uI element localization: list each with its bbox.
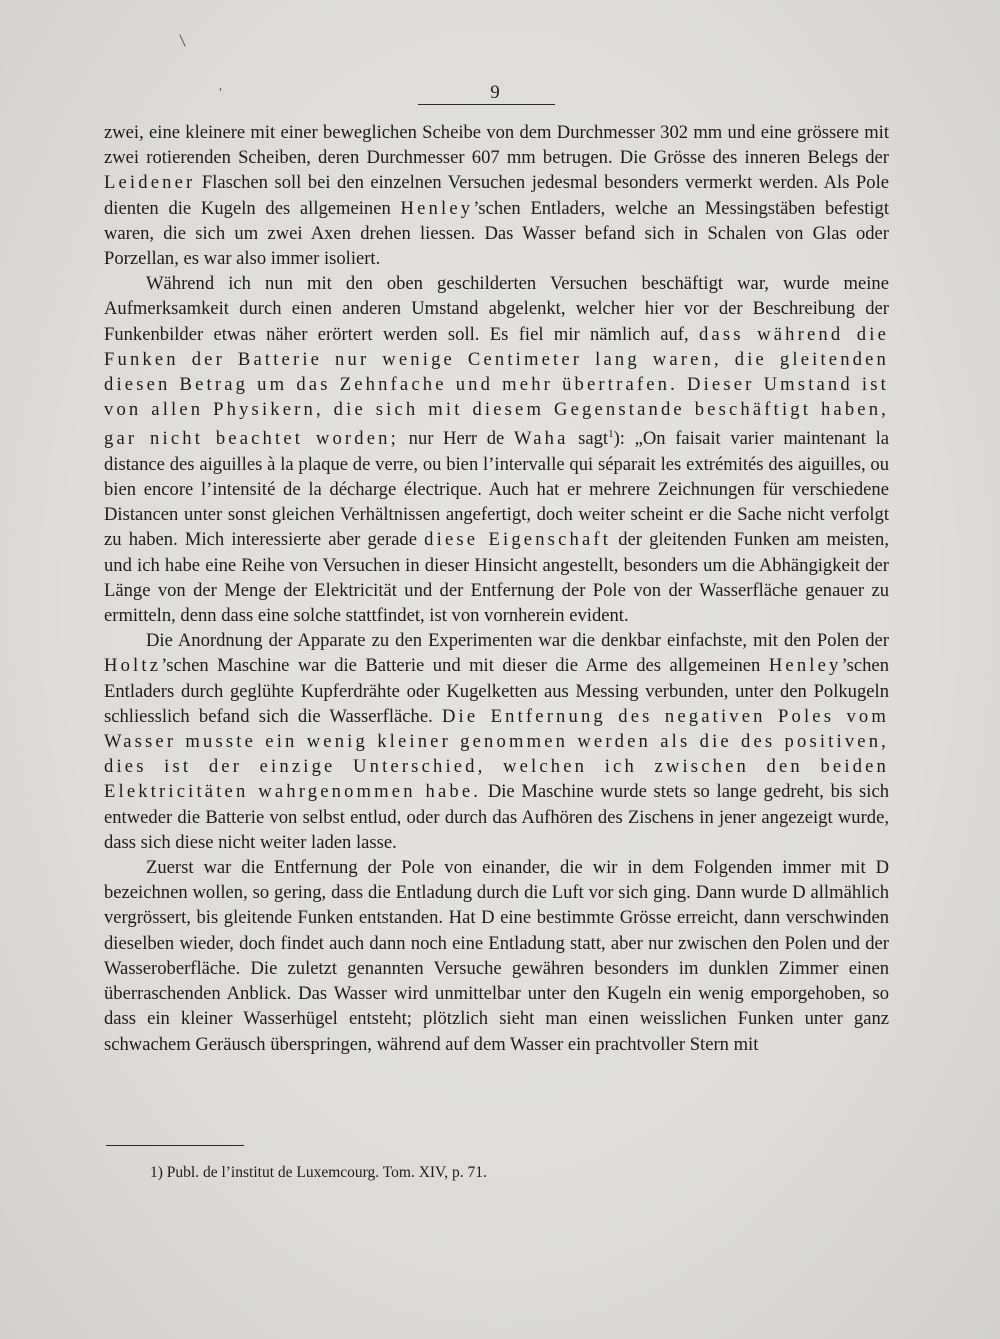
spaced-emphasis: Die Entfernung des negativen Poles vom Wasser musste ein wenig kleiner genommen werden als die des positiven, dies ist der einzige Unterschied, welchen ich zwischen den beiden Elektricitäten wahrgenommen habe.	[104, 705, 889, 803]
text-run: Während ich nun mit den oben geschilderten Versuchen beschäftigt war, wurde meine Aufmerksamkeit durch einen anderen Umstand abgelenkt, welcher hier vor der Beschreibung der Funkenbilder etwas näher erörtert werden soll. Es fiel mir nämlich auf,	[104, 273, 889, 345]
footnote: 1) Publ. de l’institut de Luxemcourg. Tom. XIV, p. 71.	[150, 1164, 487, 1181]
page-number: 9	[490, 82, 500, 103]
text-run: Die Anordnung der Apparate zu den Experimenten war die denkbar einfachste, mit den Polen der	[146, 630, 889, 652]
footnote-ref: 1	[608, 428, 614, 441]
body-text	[104, 120, 889, 1057]
header-rule	[418, 104, 555, 105]
text-run: Flaschen soll bei den einzelnen Versuchen jedesmal besonders vermerkt werden. Als Pole dienten die Kugeln des allgemeinen	[104, 172, 889, 219]
text-run: ): „On faisait varier maintenant la distance des aiguilles à la plaque de verre, ou bien l’intervalle qui séparait les extrémités des aiguilles, ou bien encore l’intensité de la décharge électrique. Auch hat er mehrere Zeichnungen für verschiedene Distancen unter sonst gleichen Verhältnissen angefertigt, doch weiter scheint er die Sache nicht verfolgt zu haben. Mich interessierte aber gerade	[104, 428, 889, 551]
paragraph	[104, 855, 889, 1057]
text-run: zwei, eine kleinere mit einer beweglichen Scheibe von dem Durchmesser 302 mm und eine grössere mit zwei rotierenden Scheiben, deren Durchmesser 607 mm betrugen. Die Grösse des inneren Belegs der	[104, 122, 889, 169]
spaced-emphasis: diese Eigenschaft	[424, 529, 612, 551]
spaced-emphasis: Henley	[768, 655, 842, 677]
scan-speck	[179, 34, 186, 46]
footnote-rule	[106, 1145, 244, 1146]
spaced-emphasis: Waha	[513, 428, 569, 450]
text-run: Die Maschine wurde stets so lange gedreht, bis sich entweder die Batterie von selbst entlud, oder durch das Aufhören des Zischens in jener angezeigt wurde, dass sich diese nicht weiter laden lasse.	[104, 781, 890, 853]
text-run: sagt	[568, 428, 609, 450]
text-run: der gleitenden Funken am meisten, und ich habe eine Reihe von Versuchen in dieser Hinsicht angestellt, besonders um die Abhängigkeit der Länge von der Menge der Elektricität und der Entfernung der Pole von der Wasserfläche genauer zu ermitteln, denn dass eine solche stattfindet, ist von vornherein evident.	[104, 529, 889, 627]
text-run: nur Herr de	[398, 428, 514, 450]
spaced-emphasis: Leidener	[104, 172, 196, 194]
text-run: ’schen Entladers, welche an Messingstäben befestigt waren, die sich um zwei Axen drehen liessen. Das Wasser befand sich in Schalen von Glas oder Porzellan, es war also immer isoliert.	[104, 197, 889, 270]
paragraph	[104, 628, 889, 855]
spaced-emphasis: dass während die Funken der Batterie nur wenige Centimeter lang waren, die gleitenden diesen Betrag um das Zehnfache und mehr übertrafen. Dieser Umstand ist von allen Physikern, die sich mit diesem Gegenstande beschäftigt haben, gar nicht beachtet worden;	[104, 323, 889, 450]
text-run: ’schen Maschine war die Batterie und mit dieser die Arme des allgemeinen	[161, 655, 769, 677]
spaced-emphasis: Holtz	[104, 655, 162, 677]
spaced-emphasis: Henley	[400, 197, 474, 219]
paragraph	[104, 120, 889, 271]
text-run: Zuerst war die Entfernung der Pole von einander, die wir in dem Folgenden immer mit D bezeichnen wollen, so gering, dass die Entladung durch die Luft vor sich ging. Dann wurde D allmählich vergrössert, bis gleitende Funken entstanden. Hat D eine bestimmte Grösse erreicht, dann verschwinden dieselben wieder, doch findet auch dann noch eine Entladung statt, aber nur zwischen den Polen und der Wasseroberfläche. Die zuletzt genannten Versuche gewähren besonders im dunklen Zimmer einen überraschenden Anblick. Das Wasser wird unmittelbar unter den Kugeln ein wenig emporgehoben, so dass ein kleiner Wasserhügel entsteht; plötzlich sieht man einen weisslichen Funken unter ganz schwachem Geräusch überspringen, während auf dem Wasser ein prachtvoller Stern mit	[104, 857, 889, 1055]
text-run: ’schen Entladers durch geglühte Kupferdrähte oder Kugelketten aus Messing verbunden, unter den Polkugeln schliesslich befand sich die Wasserfläche.	[104, 655, 889, 727]
paragraph	[104, 271, 889, 628]
